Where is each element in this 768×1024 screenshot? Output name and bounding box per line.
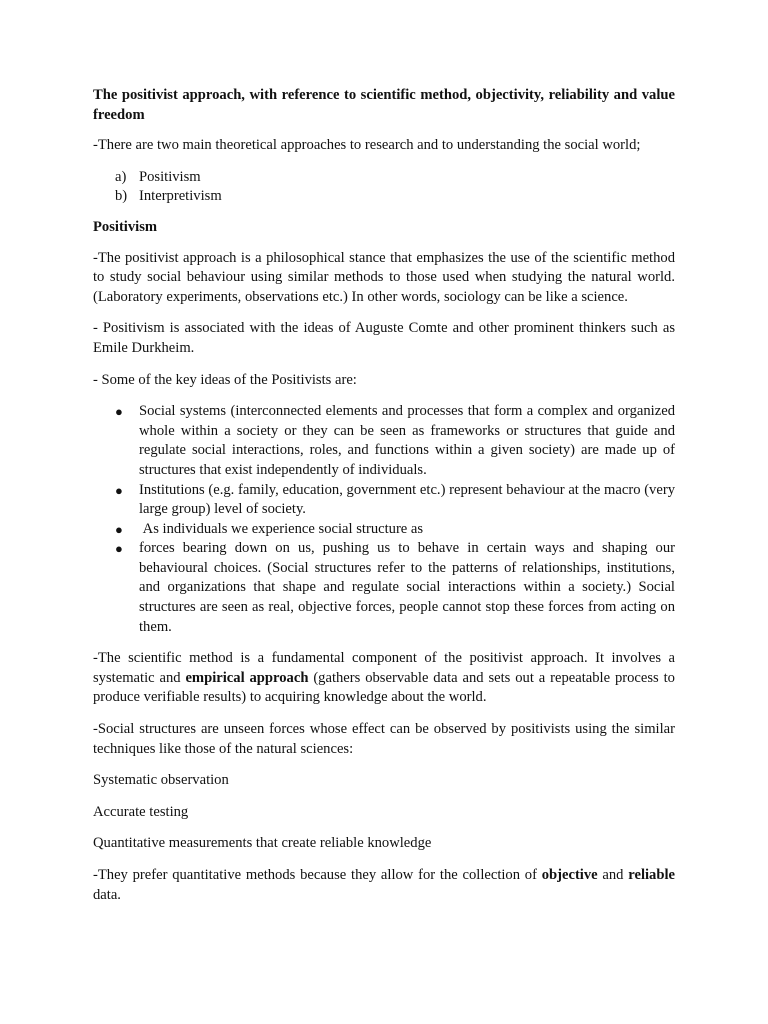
text-run: data. — [93, 886, 121, 903]
paragraph-quantitative — [93, 866, 675, 905]
section-heading: Positivism — [93, 218, 158, 235]
paragraph-social-structures: -Social structures are unseen forces whose effect can be observed by positivists using the similar techniques like those of the natural sciences: — [93, 721, 675, 757]
bullet-icon: ● — [115, 521, 123, 537]
list-item-text: Institutions (e.g. family, education, government etc.) represent behaviour at the macro (very large group) level of society. — [139, 481, 675, 518]
bold-term: reliable — [628, 867, 675, 883]
document-page — [93, 86, 675, 917]
bullet-icon: ● — [115, 404, 123, 420]
text-run: (gathers observable data and sets out a repeatable process to produce verifiable results) to acquiring knowledge about the world. — [93, 669, 675, 706]
list-item-text: forces bearing down on us, pushing us to behave in certain ways and shaping our behavioural choices. (Social structures refer to the patterns of relationships, institutions, and organizations that shape and regulate social interactions within a society.) Social structures are seen as real, objective forces, people cannot stop these forces from acting on them. — [139, 540, 675, 635]
list-item — [93, 402, 675, 480]
list-marker: b) — [115, 188, 128, 205]
list-item-text: Social systems (interconnected elements and processes that form a complex and organized whole within a society or they can be seen as frameworks or structures that guide and regulate social interactions, roles, and functions within a given society) are made up of structures that exist independently of individuals. — [139, 403, 675, 478]
list-item-label: Interpretivism — [139, 188, 222, 205]
key-ideas-list — [93, 402, 675, 637]
text-run: -They prefer quantitative methods because they allow for the collection of — [93, 867, 542, 883]
technique-item: Quantitative measurements that create reliable knowledge — [93, 835, 432, 852]
text-run: -The scientific method is a fundamental component of the positivist approach. It involves a systematic and — [93, 650, 675, 686]
bullet-icon: ● — [115, 541, 123, 557]
technique-item: Systematic observation — [93, 772, 229, 789]
paragraph-comte: - Positivism is associated with the ideas of Auguste Comte and other prominent thinkers such as Emile Durkheim. — [93, 320, 675, 356]
list-item-text: As individuals we experience social structure as — [139, 520, 424, 537]
intro-paragraph: -There are two main theoretical approaches to research and to understanding the social world; — [93, 137, 641, 154]
paragraph-key-ideas-intro: - Some of the key ideas of the Positivists are: — [93, 371, 357, 388]
text-run: and — [597, 867, 629, 883]
list-item — [93, 168, 675, 188]
document-title: The positivist approach, with reference to scientific method, objectivity, reliability and value freedom — [93, 87, 675, 123]
bold-term: objective — [541, 867, 598, 883]
list-item-label: Positivism — [139, 168, 201, 185]
list-marker: a) — [115, 168, 127, 185]
list-item — [93, 520, 675, 540]
bullet-icon: ● — [115, 482, 123, 498]
list-item — [93, 481, 675, 520]
bold-term: empirical approach — [185, 669, 309, 686]
paragraph-scientific-method — [93, 649, 675, 708]
list-item — [93, 539, 675, 637]
list-item — [93, 187, 675, 207]
technique-item: Accurate testing — [93, 803, 189, 820]
approaches-list — [93, 168, 675, 207]
paragraph-definition: -The positivist approach is a philosophical stance that emphasizes the use of the scientific method to study social behaviour using similar methods to those used when studying the natural world. (Laboratory experiments, observations etc.) In other words, sociology can be like a science. — [93, 249, 675, 305]
